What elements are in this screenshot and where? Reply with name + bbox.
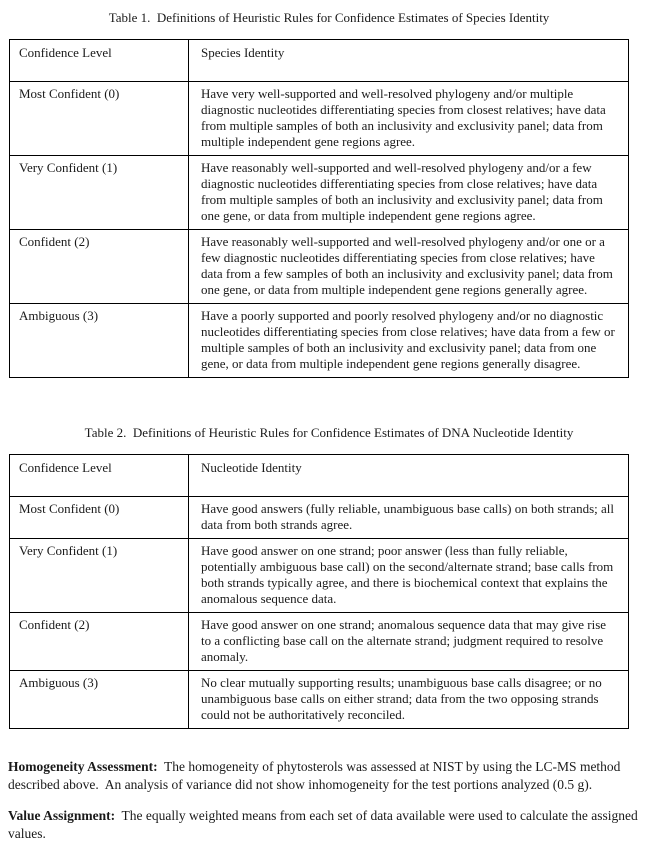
table-row	[10, 156, 629, 230]
table1-header-confidence-level: Confidence Level	[10, 40, 189, 82]
confidence-level-cell: Confident (2)	[10, 613, 189, 671]
value-assignment-paragraph	[8, 807, 650, 842]
confidence-level-cell: Most Confident (0)	[10, 82, 189, 156]
table-row	[10, 539, 629, 613]
confidence-level-cell: Confident (2)	[10, 230, 189, 304]
value-assignment-text: The equally weighted means from each set of data available were used to calculate the assigned values.	[8, 808, 642, 841]
table-row	[10, 671, 629, 729]
table-row	[10, 497, 629, 539]
homogeneity-assessment-label: Homogeneity Assessment:	[8, 759, 158, 774]
table2-header-nucleotide-identity: Nucleotide Identity	[189, 455, 629, 497]
homogeneity-assessment-paragraph	[8, 758, 650, 793]
confidence-level-cell: Very Confident (1)	[10, 156, 189, 230]
table1-header-row	[10, 40, 629, 82]
definition-cell: Have reasonably well-supported and well-resolved phylogeny and/or a few diagnostic nucleotides differentiating species from close relatives; have data from multiple samples of both an inclusivity and exclusivity panel; data from one gene, or data from multiple independent gene regions agree.	[189, 156, 629, 230]
table1-title: Table 1. Definitions of Heuristic Rules for Confidence Estimates of Species Identity	[108, 10, 550, 25]
table-row	[10, 82, 629, 156]
table-row	[10, 230, 629, 304]
definition-cell: Have good answer on one strand; anomalous sequence data that may give rise to a conflicting base call on the alternate strand; judgment required to resolve anomaly.	[189, 613, 629, 671]
definition-cell: No clear mutually supporting results; unambiguous base calls disagree; or no unambiguous base calls on either strand; data from the two opposing strands could not be authoritatively reconciled.	[189, 671, 629, 729]
confidence-level-cell: Very Confident (1)	[10, 539, 189, 613]
table1-species-identity	[9, 39, 629, 378]
table1-section	[0, 9, 658, 378]
confidence-level-cell: Ambiguous (3)	[10, 304, 189, 378]
confidence-level-cell: Most Confident (0)	[10, 497, 189, 539]
value-assignment-label: Value Assignment:	[8, 808, 116, 823]
definition-cell: Have reasonably well-supported and well-resolved phylogeny and/or one or a few diagnostic nucleotides differentiating species from close relatives; have data from a few samples of both an inclusivity and exclusivity panel; data from one gene, or data from multiple independent gene regions generally agree.	[189, 230, 629, 304]
table2-nucleotide-identity	[9, 454, 629, 729]
homogeneity-assessment-text: The homogeneity of phytosterols was assessed at NIST by using the LC-MS method described above. An analysis of variance did not show inhomogeneity for the test portions analyzed (0.5 g).	[8, 759, 624, 792]
definition-cell: Have a poorly supported and poorly resolved phylogeny and/or no diagnostic nucleotides differentiating species from close relatives; have data from a few or multiple samples of both an inclusivity and exclusivity panel; data from one gene, or data from multiple independent gene regions generally disagree.	[189, 304, 629, 378]
definition-cell: Have good answer on one strand; poor answer (less than fully reliable, potentially ambiguous base call) on the second/alternate strand; base calls from both strands typically agree, and there is biochemical context that explains the anomalous sequence data.	[189, 539, 629, 613]
table2-section	[0, 424, 658, 729]
table-row	[10, 304, 629, 378]
table2-title: Table 2. Definitions of Heuristic Rules for Confidence Estimates of DNA Nucleotide Identity	[84, 425, 574, 440]
confidence-level-cell: Ambiguous (3)	[10, 671, 189, 729]
definition-cell: Have good answers (fully reliable, unambiguous base calls) on both strands; all data from both strands agree.	[189, 497, 629, 539]
table2-header-confidence-level: Confidence Level	[10, 455, 189, 497]
definition-cell: Have very well-supported and well-resolved phylogeny and/or multiple diagnostic nucleotides differentiating species from closest relatives; have data from multiple samples of both an inclusivity and exclusivity panel; data from multiple independent gene regions agree.	[189, 82, 629, 156]
table1-header-species-identity: Species Identity	[189, 40, 629, 82]
table-row	[10, 613, 629, 671]
table2-header-row	[10, 455, 629, 497]
